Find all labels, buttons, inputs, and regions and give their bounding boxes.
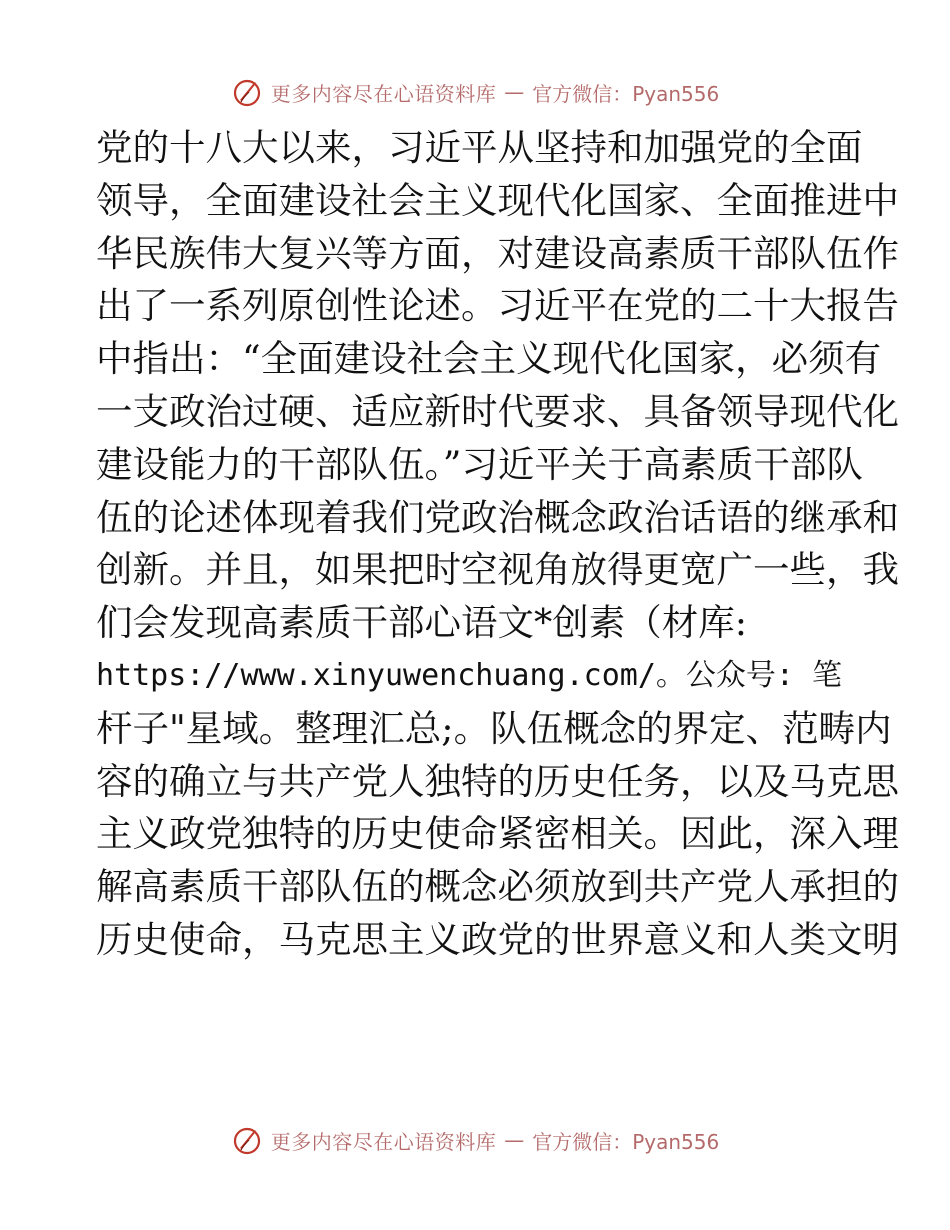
banner-wechat-text: 官方微信：Pyan556	[532, 1129, 720, 1154]
body-line: 华民族伟大复兴等方面，对建设高素质干部队伍作	[96, 231, 899, 275]
body-line: 主义政党独特的历史使命紧密相关。因此，深入理	[96, 812, 899, 856]
quill-logo-icon	[231, 76, 263, 108]
banner-separator: —	[504, 80, 525, 104]
footer-banner	[0, 1120, 950, 1160]
body-line: 党的十八大以来，习近平从坚持和加强党的全面	[96, 126, 863, 169]
body-line: 中指出：“全面建设社会主义现代化国家，必须有	[96, 337, 882, 381]
body-line: 领导，全面建设社会主义现代化国家、全面推进中	[96, 178, 899, 222]
header-banner	[0, 72, 950, 112]
banner-site-text: 更多内容尽在心语资料库	[270, 81, 497, 106]
body-line: 出了一系列原创性论述。习近平在党的二十大报告	[96, 284, 899, 328]
body-line: 们会发现高素质干部心语文*创素（材库:	[96, 601, 748, 645]
body-line: 创新。并且，如果把时空视角放得更宽广一些，我	[96, 548, 899, 592]
body-line: 历史使命，马克思主义政党的世界意义和人类文明	[96, 917, 899, 961]
body-line: 伍的论述体现着我们党政治概念政治话语的继承和	[96, 495, 899, 539]
body-line: 一支政治过硬、适应新时代要求、具备领导现代化	[96, 389, 899, 433]
body-line-url: https://www.xinyuwenchuang.com/。公众号: 笔	[96, 657, 843, 693]
banner-site-text: 更多内容尽在心语资料库	[270, 1129, 497, 1154]
document-body	[96, 122, 899, 967]
body-line: 建设能力的干部队伍。”习近平关于高素质干部队	[96, 442, 863, 486]
quill-logo-icon	[231, 1124, 263, 1156]
banner-wechat-text: 官方微信：Pyan556	[532, 81, 720, 106]
body-line: 解高素质干部队伍的概念必须放到共产党人承担的	[96, 865, 899, 909]
body-line: 容的确立与共产党人独特的历史任务，以及马克思	[96, 759, 899, 803]
body-line: 杆子"星域。整理汇总;。队伍概念的界定、范畴内	[96, 706, 892, 750]
banner-separator: —	[504, 1128, 525, 1152]
